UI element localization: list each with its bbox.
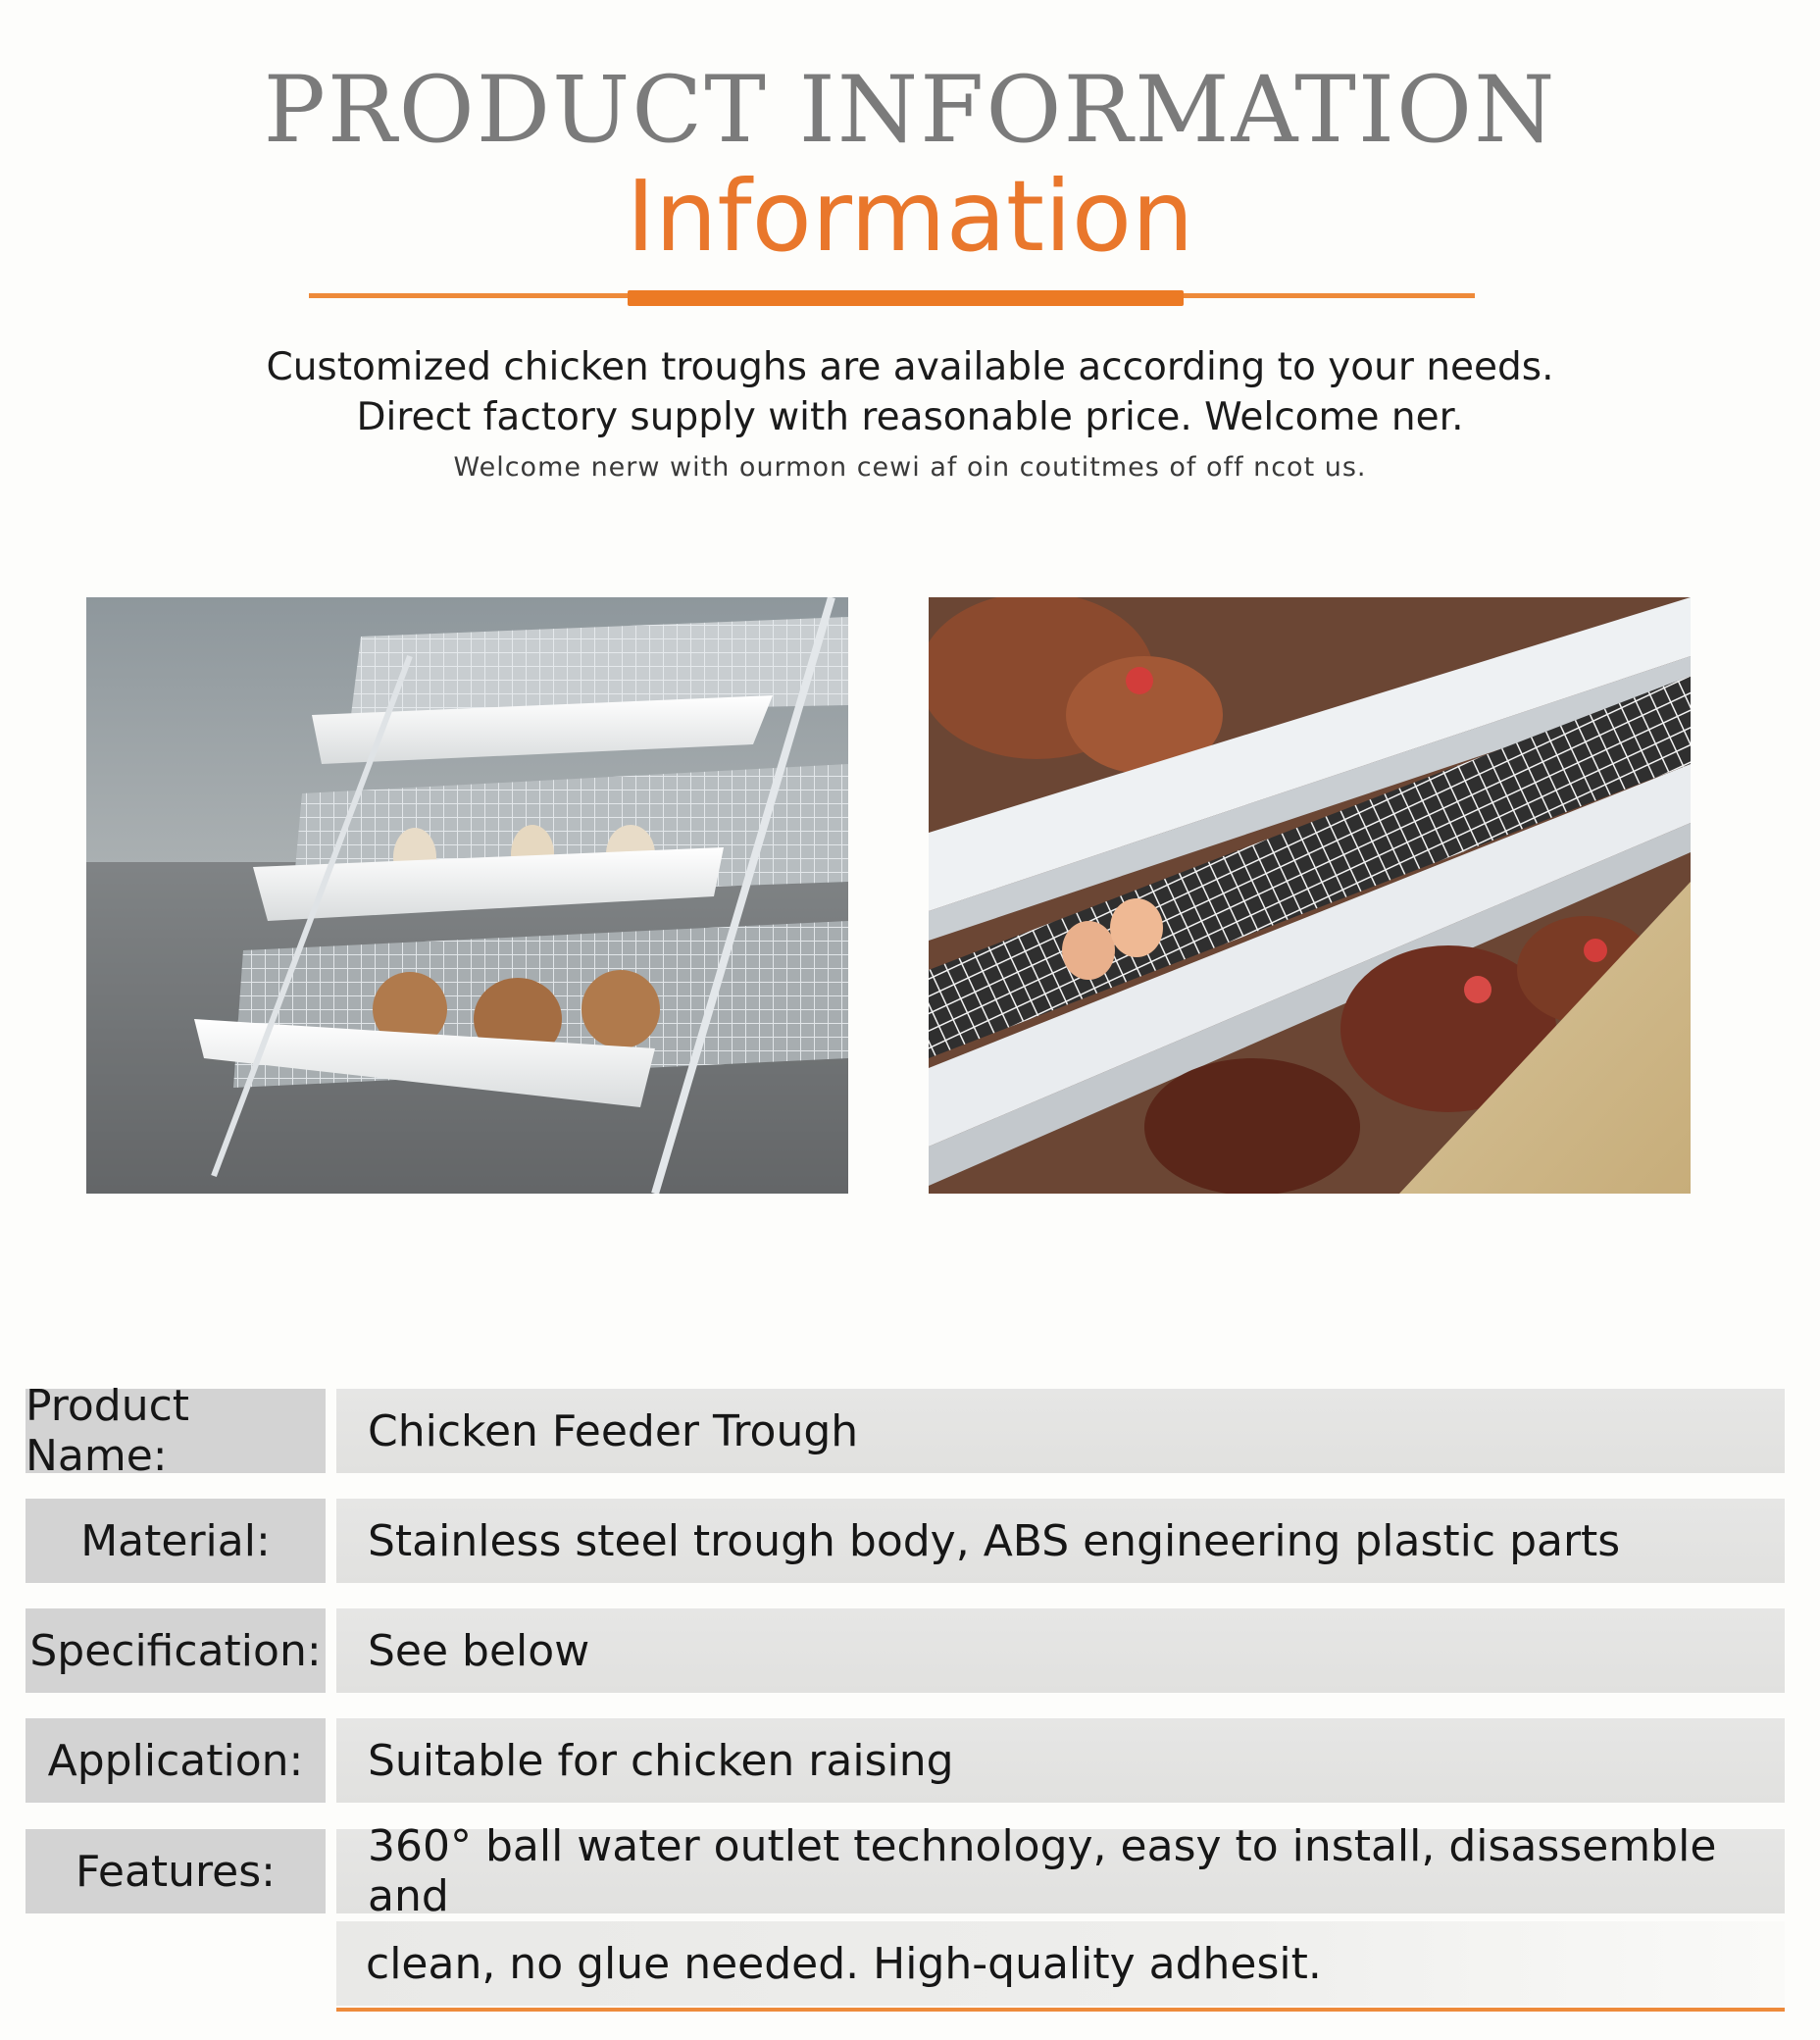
cage-photo-illustration: [86, 597, 848, 1194]
spec-label-product-name: Product Name:: [25, 1389, 326, 1473]
spec-label-material: Material:: [25, 1499, 326, 1583]
intro-line-1: Customized chicken troughs are available according to your needs.: [266, 345, 1554, 389]
table-bottom-rule: [336, 2008, 1785, 2012]
spec-value-specification: See below: [336, 1608, 1785, 1693]
intro-line-2: Direct factory supply with reasonable price. Welcome ner.: [356, 395, 1464, 439]
spec-value-features: 360° ball water outlet technology, easy to install, disassemble and: [336, 1829, 1785, 1913]
product-photo-cage: [86, 597, 848, 1194]
intro-line-3: Welcome nerw with ourmon cewi af oin coutitmes of off ncot us.: [453, 452, 1367, 483]
title-divider-accent: [628, 290, 1184, 306]
spec-value-features-continued: clean, no glue needed. High-quality adhesit.: [336, 1921, 1785, 2006]
product-photo-hens: [929, 597, 1691, 1194]
spec-label-application: Application:: [25, 1718, 326, 1803]
spec-value-product-name: Chicken Feeder Trough: [336, 1389, 1785, 1473]
spec-value-application: Suitable for chicken raising: [336, 1718, 1785, 1803]
spec-label-specification: Specification:: [25, 1608, 326, 1693]
spec-value-material: Stainless steel trough body, ABS engineering plastic parts: [336, 1499, 1785, 1583]
section-subtitle: Information: [626, 159, 1194, 274]
hens-photo-illustration: [929, 597, 1691, 1194]
page-title: PRODUCT INFORMATION: [263, 57, 1557, 164]
spec-label-features: Features:: [25, 1829, 326, 1913]
